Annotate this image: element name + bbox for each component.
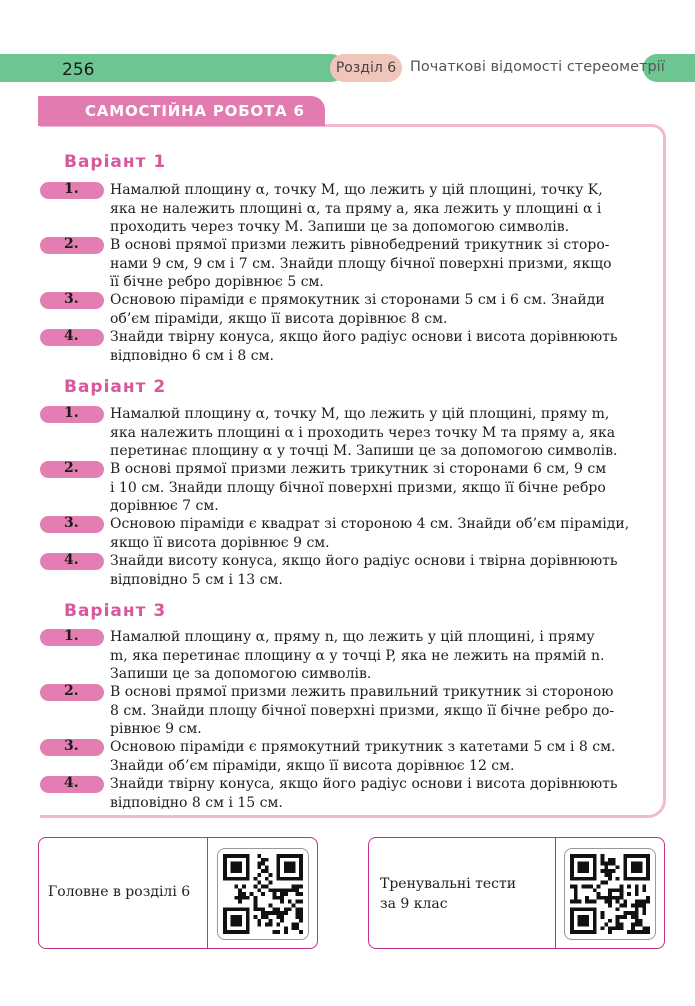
- task-number: 2.: [64, 460, 79, 476]
- task-line: яка не належить площині α, та пряму a, яка лежить у площині α і: [110, 200, 602, 217]
- chapter-label: Розділ 6: [330, 54, 402, 82]
- task-line: В основі прямої призми лежить рівнобедрений трикутник зі сторо-: [110, 237, 610, 253]
- header-bar-left: [0, 54, 345, 82]
- qr-code-icon[interactable]: [217, 848, 309, 940]
- task-number: 1.: [64, 405, 79, 421]
- page-number: 256: [62, 60, 95, 80]
- qr-box-divider: [207, 838, 208, 948]
- task-line: перетинає площину α у точці M. Запиши це за допомогою символів.: [110, 443, 618, 459]
- task-line: відповідно 6 см і 8 см.: [110, 347, 274, 364]
- qr-code-pattern: [223, 854, 303, 934]
- task-line: m, яка перетинає площину α у точці P, яка не лежить на прямій n.: [110, 647, 605, 664]
- task-text: [110, 738, 640, 775]
- task-text: [110, 628, 640, 684]
- task-text: [110, 460, 640, 516]
- task-line: об’єм піраміди, якщо її висота дорівнює 8 см.: [110, 310, 448, 327]
- task-number: 1.: [64, 181, 79, 197]
- task-number: 2.: [64, 683, 79, 699]
- qr-box-chapter-summary[interactable]: [38, 837, 318, 949]
- task-line: Намалюй площину α, точку M, що лежить у цій площині, пряму m,: [110, 406, 610, 422]
- task-line: яка належить площині α і проходить через точку M та пряму a, яка: [110, 424, 616, 441]
- task-text: [110, 181, 640, 237]
- task-number: 3.: [64, 515, 79, 531]
- task-line: Намалюй площину α, пряму n, що лежить у цій площині, і пряму: [110, 629, 595, 645]
- task-line: Основою піраміди є квадрат зі стороною 4 см. Знайди об’єм піраміди,: [110, 516, 630, 532]
- qr-box-label: [48, 882, 190, 902]
- qr-code-icon[interactable]: [564, 848, 656, 940]
- task-text: [110, 775, 640, 812]
- task-line: Знайди висоту конуса, якщо його радіус основи і твірна дорівнюють: [110, 553, 618, 569]
- task-text: [110, 328, 640, 365]
- task-text: [110, 683, 640, 739]
- task-line: Намалюй площину α, точку M, що лежить у цій площині, точку K,: [110, 182, 603, 198]
- task-line: Запиши це за допомогою символів.: [110, 666, 372, 682]
- qr-code-pattern: [570, 854, 650, 934]
- task-text: [110, 236, 640, 292]
- task-text: [110, 405, 640, 461]
- qr-box-label: [380, 874, 516, 914]
- task-line: Основою піраміди є прямокутник зі сторонами 5 см і 6 см. Знайди: [110, 292, 605, 308]
- task-line: проходить через точку M. Запиши це за допомогою символів.: [110, 219, 570, 235]
- task-number: 4.: [64, 552, 79, 568]
- task-line: нами 9 см, 9 см і 7 см. Знайди площу бічної поверхні призми, якщо: [110, 255, 612, 272]
- variant-3-heading: Варіант 3: [64, 601, 167, 621]
- task-number: 4.: [64, 775, 79, 791]
- task-line: її бічне ребро дорівнює 5 см.: [110, 274, 324, 290]
- task-line: В основі прямої призми лежить правильний трикутник зі стороною: [110, 684, 614, 700]
- task-line: Знайди твірну конуса, якщо його радіус основи і висота дорівнюють: [110, 776, 618, 792]
- qr-box-label-line: за 9 клас: [380, 896, 448, 912]
- qr-box-label-line: Головне в розділі 6: [48, 884, 191, 900]
- chapter-title: Початкові відомості стереометрії: [410, 59, 665, 75]
- variant-1-heading: Варіант 1: [64, 152, 167, 172]
- task-number: 1.: [64, 628, 79, 644]
- task-line: і 10 см. Знайди площу бічної поверхні призми, якщо її бічне ребро: [110, 479, 606, 496]
- qr-box-training-tests[interactable]: [368, 837, 665, 949]
- task-line: якщо її висота дорівнює 9 см.: [110, 534, 330, 551]
- variant-2-heading: Варіант 2: [64, 377, 167, 397]
- qr-box-divider: [555, 838, 556, 948]
- task-text: [110, 552, 640, 589]
- task-line: 8 см. Знайди площу бічної поверхні призми, якщо її бічне ребро до-: [110, 702, 615, 719]
- task-line: Знайди твірну конуса, якщо його радіус основи і висота дорівнюють: [110, 329, 618, 345]
- work-title: САМОСТІЙНА РОБОТА 6: [38, 96, 325, 126]
- task-line: В основі прямої призми лежить трикутник зі сторонами 6 см, 9 см: [110, 461, 607, 477]
- task-line: Основою піраміди є прямокутний трикутник з катетами 5 см і 8 см.: [110, 739, 616, 755]
- task-line: рівнює 9 см.: [110, 721, 202, 737]
- task-line: відповідно 8 см і 15 см.: [110, 794, 283, 811]
- qr-box-label-line: Тренувальні тести: [380, 876, 517, 892]
- task-line: дорівнює 7 см.: [110, 498, 219, 514]
- task-number: 3.: [64, 738, 79, 754]
- task-line: Знайди об’єм піраміди, якщо її висота дорівнює 12 см.: [110, 757, 515, 774]
- task-line: відповідно 5 см і 13 см.: [110, 571, 283, 588]
- task-number: 2.: [64, 236, 79, 252]
- task-number: 3.: [64, 291, 79, 307]
- task-text: [110, 291, 640, 328]
- task-number: 4.: [64, 328, 79, 344]
- task-text: [110, 515, 640, 552]
